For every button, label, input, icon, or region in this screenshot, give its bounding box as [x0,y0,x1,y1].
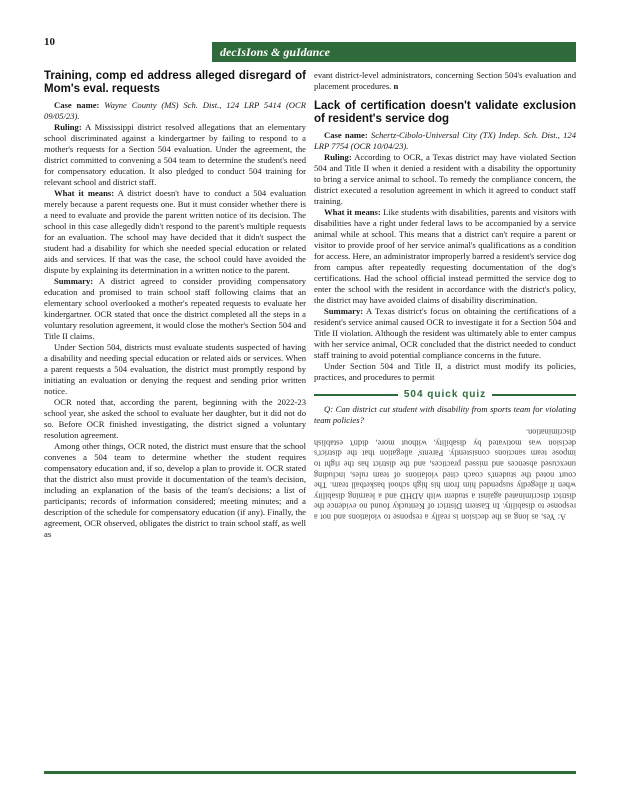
means-paragraph-1 [44,188,306,276]
article-title-1: Training, comp ed address alleged disregard of Mom's eval. requests [44,70,306,95]
ruling-text: A Mississippi district resolved allegations that an elementary school discriminated against a kindergartner by failing to respond to a mother's requests for a Section 504 evaluation. Under the agreement, the district committed to convening a 504 team to determine the student's need for compensatory education. It also pledged to conduct 504 training for relevant school and district staff. [44,122,306,187]
quiz-header [314,389,576,400]
means-paragraph-2 [314,207,576,306]
body-paragraph: OCR noted that, according the parent, beginning with the 2022-23 school year, she asked the school to evaluate her daughter, but it did not do so. Before OCR finished investigating, the district signed a voluntary resolution agreement. [44,397,306,440]
summary-label: Summary: [324,306,364,316]
divider-line [314,394,398,396]
summary-paragraph-2 [314,306,576,361]
case-name-paragraph-1 [44,100,306,122]
page-header [44,36,576,64]
continued-paragraph [314,70,576,92]
article-title-2: Lack of certification doesn't validate exclusion of resident's service dog [314,100,576,125]
quiz-label: 504 quick quiz [403,389,487,400]
ruling-paragraph-2 [314,152,576,207]
case-citation: Wayne County (MS) Sch. Dist., 124 LRP 5414 (OCR 09/05/23). [44,100,306,121]
summary-text: A district agreed to consider providing compensatory education and promised to train school staff following claims that an elementary school overlooked a mother's repeated requests to evaluate her kindergartner. OCR stated that once the district completed all the steps in a voluntary resolution agreement, it would close the mother's Section 504 and Title II claims. [44,276,306,341]
ruling-paragraph-1 [44,122,306,188]
ruling-text: According to OCR, a Texas district may have violated Section 504 and Title II when it denied a resident with a disability the opportunity to bring a service animal to school. To remedy the compliance concern, the district executed a resolution agreement in which it agreed to conduct staff training. [314,152,576,206]
summary-paragraph-1 [44,276,306,342]
page-number: 10 [44,36,55,48]
means-text: A district doesn't have to conduct a 504 evaluation merely because a parent requests one. But it must consider whether there is a need to evaluate and provide the parent written notice of its decision. The school in this case allegedly didn't respond to the parent's multiple requests for an evaluation. The school may have decided that it didn't suspect the student had a disability for which she needed special education or related aids and services. If that was the case, the school could have avoided the dispute by explaining its determination in a written notice to the parent. [44,188,306,275]
means-label: What it means: [324,207,381,217]
section-banner: decIsIons & guIdance [212,42,576,62]
case-name-paragraph-2 [314,130,576,152]
ruling-label: Ruling: [324,152,352,162]
quiz-question: Q: Can district cut student with disability from sports team for violating team policies? [314,404,576,425]
means-label: What it means: [54,188,115,198]
left-column [44,70,306,540]
ruling-label: Ruling: [54,122,82,132]
body-paragraph: Under Section 504 and Title II, a district must modify its policies, practices, and procedures to permit [314,361,576,382]
right-column [314,70,576,521]
divider-line [492,394,576,396]
case-citation: Schertz-Cibolo-Universal City (TX) Indep. Sch. Dist., 124 LRP 7754 (OCR 10/04/23). [314,130,576,151]
case-label: Case name: [324,130,368,140]
footer-rule [44,771,576,774]
means-text: Like students with disabilities, parents and visitors with disabilities have a right under federal laws to be accompanied by a service animal while at school. This means that a district can't require a parent or visitor to provide proof of her service animal's qualifications as a condition for access. Here, an administrator improperly barred a resident's service dog from campus after repeatedly requesting documentation of the dog's certifications. Had the school official instead permitted the service dog to enter the school with the resident in accordance with the district's policy, the district may have avoided claims of disability discrimination. [314,207,576,305]
quiz-answer-upside-down: A: Yes, as long as the decision is really a response to violations and not a response to disability. In Eastern District of Kentucky found no evidence the district discriminated against a student with ADHD and a learning disability when it allegedly suspended him from his high school basketball team. The court noted the student's coach cited violations of team rules, including unexcused absences and missed practices, and the district has the right to impose team sanctions consistently. Parents' allegation that the district's decision was motivated by disability, without more, didn't establish discrimination. [314,427,576,522]
case-label: Case name: [54,100,100,110]
summary-text: A Texas district's focus on obtaining the certifications of a resident's service animal caused OCR to investigate it for a Section 504 and Title II violation. Although the resident was ultimately able to enter campus with her service animal, OCR concluded that the district needed to conduct staff training to avoid potential compliance concerns in the future. [314,306,576,360]
summary-label: Summary: [54,276,94,286]
continued-text: evant district-level administrators, concerning Section 504's evaluation and placement procedures. [314,70,576,91]
body-paragraph: Among other things, OCR noted, the district must ensure that the school convenes a 504 team to determine whether the student requires compensatory education and, if so, develop a plan to provide it. OCR stated that the district also must provide it documentation of the team's decision, including an explanation of the basis of the team's decisions; a list of participants; records of information considered; meeting minutes; and a description of the schedule for compensatory education (if any). Finally, the agreement, OCR observed, obligates the district to train school staff, as well as [44,441,306,539]
end-mark: n [393,81,399,91]
body-paragraph: Under Section 504, districts must evaluate students suspected of having a disability and needing special education or related aids or services. When a parent requests a 504 evaluation, the district must promptly respond by initiating an evaluation or denying the request and sending prior written notice. [44,342,306,396]
